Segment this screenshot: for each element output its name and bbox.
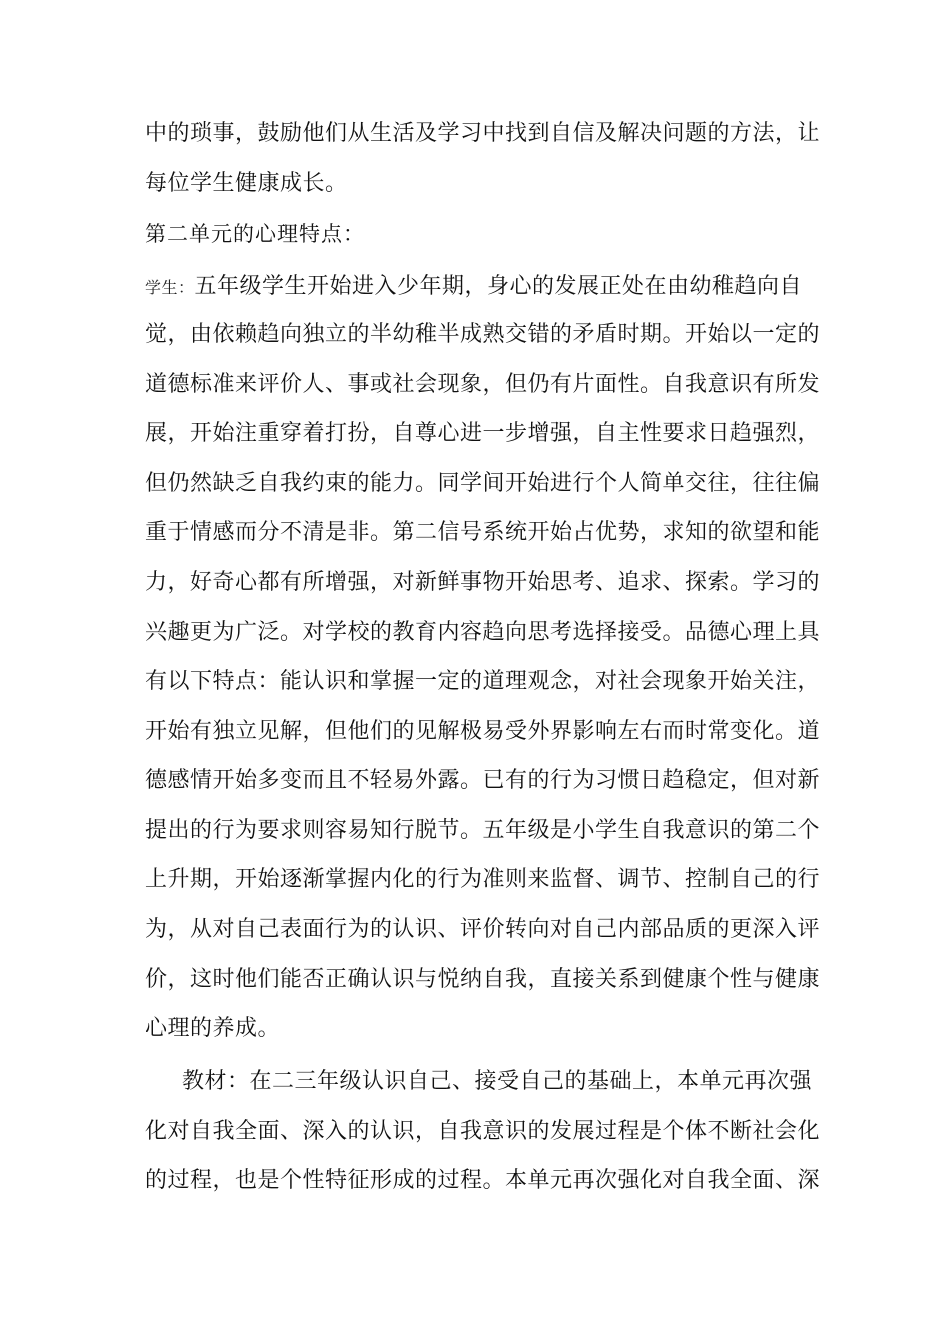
student-line: 兴趣更为广泛。对学校的教育内容趋向思考选择接受。品德心理上具 bbox=[145, 620, 821, 645]
textbook-line: 教材：在二三年级认识自己、接受自己的基础上，本单元再次强 bbox=[182, 1069, 813, 1094]
student-line: 开始有独立见解，但他们的见解极易受外界影响左右而时常变化。道 bbox=[145, 719, 821, 744]
intro-line-2: 每位学生健康成长。 bbox=[145, 171, 348, 196]
student-line: 展，开始注重穿着打扮，自尊心进一步增强，自主性要求日趋强烈， bbox=[145, 421, 821, 446]
student-line: 五年级学生开始进入少年期，身心的发展正处在由幼稚趋向自 bbox=[194, 274, 803, 299]
textbook-line: 化对自我全面、深入的认识，自我意识的发展过程是个体不断社会化 bbox=[145, 1119, 821, 1144]
student-label: 学生： bbox=[145, 278, 195, 297]
student-line: 重于情感而分不清是非。第二信号系统开始占优势，求知的欲望和能 bbox=[145, 520, 821, 545]
student-line: 德感情开始多变而且不轻易外露。已有的行为习惯日趋稳定，但对新 bbox=[145, 768, 821, 793]
student-line: 觉，由依赖趋向独立的半幼稚半成熟交错的矛盾时期。开始以一定的 bbox=[145, 322, 821, 347]
student-line: 提出的行为要求则容易知行脱节。五年级是小学生自我意识的第二个 bbox=[145, 818, 821, 843]
student-line: 有以下特点：能认识和掌握一定的道理观念，对社会现象开始关注， bbox=[145, 669, 821, 694]
student-line: 道德标准来评价人、事或社会现象，但仍有片面性。自我意识有所发 bbox=[145, 372, 821, 397]
student-line: 力，好奇心都有所增强，对新鲜事物开始思考、追求、探索。学习的 bbox=[145, 570, 821, 595]
student-line: 上升期，开始逐渐掌握内化的行为准则来监督、调节、控制自己的行 bbox=[145, 867, 821, 892]
textbook-line: 的过程，也是个性特征形成的过程。本单元再次强化对自我全面、深 bbox=[145, 1168, 821, 1193]
student-line: 为，从对自己表面行为的认识、评价转向对自己内部品质的更深入评 bbox=[145, 917, 821, 942]
student-line: 但仍然缺乏自我约束的能力。同学间开始进行个人简单交往，往往偏 bbox=[145, 471, 821, 496]
student-line: 心理的养成。 bbox=[145, 1016, 281, 1041]
student-paragraph-first-line bbox=[145, 272, 825, 303]
intro-line-1: 中的琐事，鼓励他们从生活及学习中找到自信及解决问题的方法，让 bbox=[145, 121, 821, 146]
section-heading: 第二单元的心理特点： bbox=[145, 222, 365, 246]
student-line: 价，这时他们能否正确认识与悦纳自我，直接关系到健康个性与健康 bbox=[145, 967, 821, 992]
